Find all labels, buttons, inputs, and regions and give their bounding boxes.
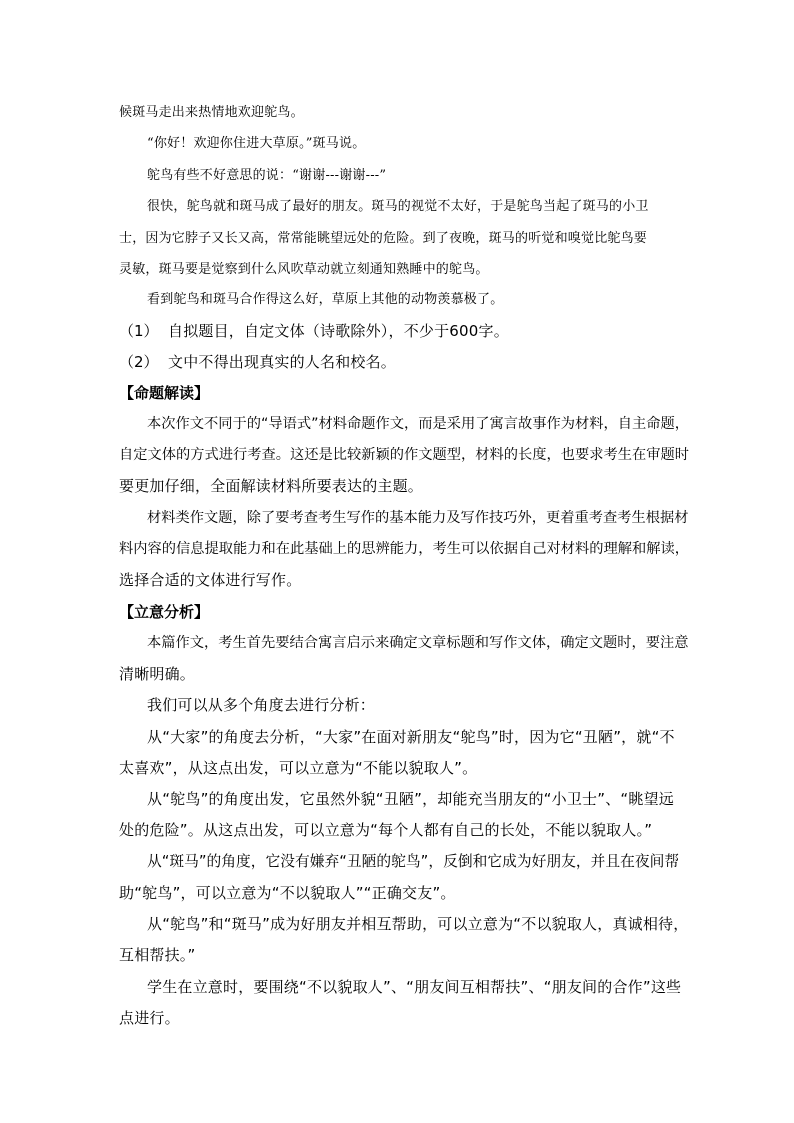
requirement-number: （1）: [119, 322, 159, 340]
paragraph-line: 从“斑马”的角度，它没有嫌弃“丑陋的鸵鸟”，反倒和它成为好朋友，并且在夜间帮: [147, 853, 680, 870]
paragraph-line: 要更加仔细，全面解读材料所要表达的主题。: [119, 477, 424, 495]
paragraph-line: 从“鸵鸟”的角度出发，它虽然外貌“丑陋”，却能充当朋友的“小卫士”、“眺望远: [147, 790, 675, 808]
paragraph-line: 点进行。: [119, 1009, 180, 1027]
story-line: 很快，鸵鸟就和斑马成了最好的朋友。斑马的视觉不太好，于是鸵鸟当起了斑马的小卫: [147, 199, 649, 214]
story-line: “你好！欢迎你住进大草原。”斑马说。: [147, 136, 366, 151]
requirement-text: 自拟题目，自定文体（诗歌除外），不少于600字。: [168, 322, 509, 340]
paragraph-line: 处的危险”。从这点出发，可以立意为“每个人都有自己的长处，不能以貌取人。”: [119, 821, 653, 839]
paragraph-line: 本次作文不同于的“导语式”材料命题作文，而是采用了寓言故事作为材料，自主命题，: [147, 416, 690, 432]
section-heading: 【命题解读】: [119, 384, 210, 402]
paragraph-line: 太喜欢”，从这点出发，可以立意为“不能以貌取人”。: [119, 759, 478, 777]
paragraph-line: 自定文体的方式进行考查。这还是比较新颖的作文题型，材料的长度，也要求考生在审题时: [119, 447, 690, 463]
paragraph-line: 我们可以从多个角度去进行分析：: [147, 696, 376, 714]
paragraph-line: 从“鸵鸟”和“斑马”成为好朋友并相互帮助，可以立意为“不以貌取人，真诚相待，: [147, 915, 689, 933]
paragraph-line: 学生在立意时，要围绕“不以貌取人”、“朋友间互相帮扶”、“朋友间的合作”这些: [147, 978, 682, 996]
paragraph-line: 选择合适的文体进行写作。: [119, 571, 302, 589]
paragraph-line: 本篇作文，考生首先要结合寓言启示来确定文章标题和写作文体，确定文题时，要注意: [147, 635, 689, 651]
paragraph-line: 助“鸵鸟”，可以立意为“不以貌取人”“正确交友”。: [119, 884, 456, 902]
paragraph-line: 从“大家”的角度去分析，“大家”在面对新朋友“鸵鸟”时，因为它“丑陋”，就“不: [147, 728, 675, 746]
paragraph-line: 材料类作文题，除了要考查考生写作的基本能力及写作技巧外，更着重考查考生根据材: [147, 510, 689, 526]
story-line: 灵敏，斑马要是觉察到什么风吹草动就立刻通知熟睡中的鸵鸟。: [119, 262, 489, 277]
paragraph-line: 料内容的信息提取能力和在此基础上的思辨能力，考生可以依据自己对材料的理解和解读，: [119, 541, 690, 557]
paragraph-line: 互相帮扶。”: [119, 946, 196, 964]
story-line: 鸵鸟有些不好意思的说：“谢谢---谢谢---”: [147, 168, 387, 183]
paragraph-line: 清晰明确。: [119, 665, 196, 683]
story-line: 看到鸵鸟和斑马合作得这么好，草原上其他的动物羡慕极了。: [147, 292, 504, 307]
section-heading: 【立意分析】: [119, 603, 210, 621]
requirement-number: （2）: [119, 353, 159, 371]
story-line: 候斑马走出来热情地欢迎鸵鸟。: [119, 105, 304, 120]
story-line: 士，因为它脖子又长又高，常常能眺望远处的危险。到了夜晚，斑马的听觉和嗅觉比鸵鸟要: [119, 231, 648, 246]
requirement-text: 文中不得出现真实的人名和校名。: [168, 353, 397, 371]
